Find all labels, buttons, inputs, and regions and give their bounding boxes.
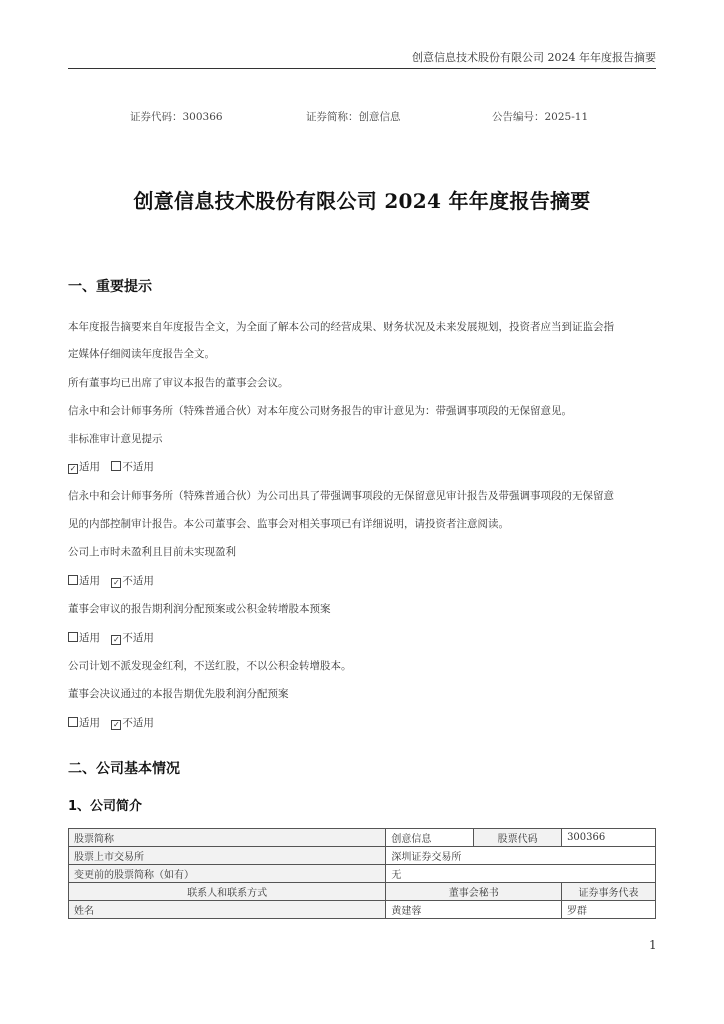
stock-code: 证券代码：300366 [130, 111, 223, 123]
paragraph-audit-report-line1: 信永中和会计师事务所（特殊普通合伙）为公司出具了带强调事项段的无保留意见审计报告及带强调事项段的无保留意 [68, 490, 614, 502]
paragraph-profit-distribution: 董事会审议的报告期利润分配预案或公积金转增股本预案 [68, 603, 331, 615]
checkbox-row-nonstandard [68, 459, 658, 474]
section-heading-company-info: 二、公司基本情况 [68, 761, 180, 777]
checkbox-empty-icon [68, 632, 78, 642]
checkbox-empty-icon [68, 717, 78, 727]
checkbox-checked-icon: ✓ [112, 720, 120, 729]
table-cell-value: 300366 [562, 829, 656, 847]
table-cell-value: 无 [386, 865, 656, 883]
paragraph-nonstandard-label: 非标准审计意见提示 [68, 433, 163, 445]
stock-abbr: 证券简称：创意信息 [306, 111, 401, 123]
option-applicable-label: 适用 [79, 632, 100, 644]
checkbox-empty-icon [111, 461, 121, 471]
table-cell-label: 股票代码 [474, 829, 562, 847]
option-not-applicable-label: 不适用 [122, 575, 154, 587]
paragraph-audit-report-line2: 见的内部控制审计报告。本公司董事会、监事会对相关事项已有详细说明，请投资者注意阅读。 [68, 518, 509, 530]
page-number: 1 [649, 938, 657, 952]
table-cell-value: 罗群 [562, 901, 656, 919]
option-applicable-label: 适用 [79, 717, 100, 729]
table-cell-value: 创意信息 [386, 829, 474, 847]
table-header-cell: 联系人和联系方式 [69, 883, 386, 901]
table-row [69, 883, 656, 901]
section-heading-important-notes: 一、重要提示 [68, 279, 152, 295]
table-header-cell: 证券事务代表 [562, 883, 656, 901]
checkbox-row-profit-distribution [68, 630, 658, 645]
checkbox-checked-icon: ✓ [69, 464, 77, 473]
option-applicable-label: 适用 [79, 575, 100, 587]
table-cell-label: 姓名 [69, 901, 386, 919]
option-applicable-label: 适用 [79, 461, 100, 473]
announcement-number: 公告编号：2025-11 [492, 111, 589, 123]
option-not-applicable-label: 不适用 [122, 717, 154, 729]
table-row [69, 865, 656, 883]
table-row [69, 829, 656, 847]
checkbox-checked-icon: ✓ [112, 578, 120, 587]
table-cell-label: 股票上市交易所 [69, 847, 386, 865]
option-not-applicable-label: 不适用 [122, 632, 154, 644]
table-cell-value: 深圳证券交易所 [386, 847, 656, 865]
paragraph-summary-line1: 本年度报告摘要来自年度报告全文，为全面了解本公司的经营成果、财务状况及未来发展规划，投资者应当到证监会指 [68, 321, 614, 333]
paragraph-summary-line2: 定媒体仔细阅读年度报告全文。 [68, 348, 215, 360]
checkbox-row-profitability [68, 573, 658, 588]
header-rule [68, 68, 656, 69]
company-profile-table [68, 828, 656, 919]
checkbox-checked-icon: ✓ [112, 635, 120, 644]
subsection-heading-company-profile: 1、公司简介 [68, 799, 143, 814]
option-not-applicable-label: 不适用 [122, 461, 154, 473]
paragraph-dividend-plan: 公司计划不派发现金红利，不送红股，不以公积金转增股本。 [68, 660, 352, 672]
table-cell-label: 变更前的股票简称（如有） [69, 865, 386, 883]
paragraph-profitability: 公司上市时未盈利且目前未实现盈利 [68, 546, 236, 558]
checkbox-empty-icon [68, 575, 78, 585]
paragraph-directors: 所有董事均已出席了审议本报告的董事会会议。 [68, 377, 289, 389]
document-title: 创意信息技术股份有限公司 2024 年年度报告摘要 [133, 189, 591, 213]
table-header-cell: 董事会秘书 [386, 883, 562, 901]
table-row [69, 847, 656, 865]
table-row [69, 901, 656, 919]
checkbox-row-preferred-stock [68, 715, 658, 730]
table-cell-label: 股票简称 [69, 829, 386, 847]
running-header: 创意信息技术股份有限公司 2024 年年度报告摘要 [412, 51, 656, 64]
paragraph-preferred-stock: 董事会决议通过的本报告期优先股利润分配预案 [68, 688, 289, 700]
paragraph-audit-opinion: 信永中和会计师事务所（特殊普通合伙）对本年度公司财务报告的审计意见为：带强调事项段的无保留意见。 [68, 405, 572, 417]
table-cell-value: 黄建蓉 [386, 901, 562, 919]
